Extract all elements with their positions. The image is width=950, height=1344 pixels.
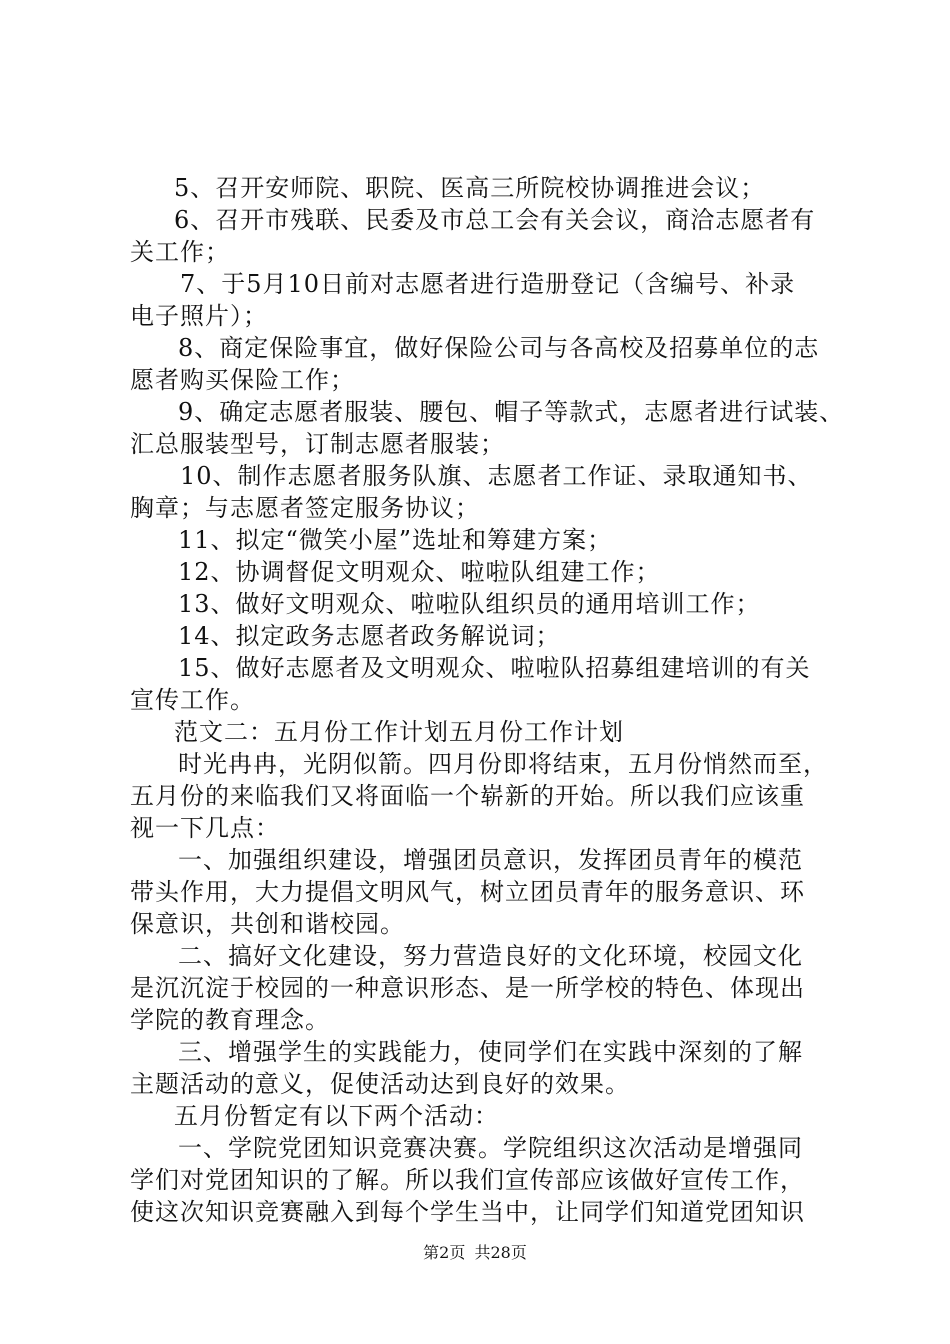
text-line: 电子照片）； bbox=[130, 302, 268, 330]
text-line: 是沉沉淀于校园的一种意识形态、是一所学校的特色、体现出 bbox=[130, 974, 805, 1002]
text-line: 使这次知识竞赛融入到每个学生当中，让同学们知道党团知识 bbox=[130, 1198, 805, 1226]
text-line: 14、拟定政务志愿者政务解说词； bbox=[178, 622, 561, 650]
text-line: 愿者购买保险工作； bbox=[130, 366, 355, 394]
text-line: 一、加强组织建设，增强团员意识，发挥团员青年的模范 bbox=[178, 846, 803, 874]
section-heading: 范文二：五月份工作计划五月份工作计划 bbox=[174, 718, 624, 746]
text-line: 6、召开市残联、民委及市总工会有关会议，商洽志愿者有 bbox=[174, 206, 816, 234]
text-line: 五月份的来临我们又将面临一个崭新的开始。所以我们应该重 bbox=[130, 782, 805, 810]
text-line: 学院的教育理念。 bbox=[130, 1006, 330, 1034]
text-line: 13、做好文明观众、啦啦队组织员的通用培训工作； bbox=[178, 590, 761, 618]
text-line: 一、学院党团知识竞赛决赛。学院组织这次活动是增强同 bbox=[178, 1134, 803, 1162]
text-line: 二、搞好文化建设，努力营造良好的文化环境，校园文化 bbox=[178, 942, 803, 970]
text-line: 带头作用，大力提倡文明风气，树立团员青年的服务意识、环 bbox=[130, 878, 805, 906]
text-line: 9、确定志愿者服装、腰包、帽子等款式，志愿者进行试装、 bbox=[178, 398, 845, 426]
text-line: 5、召开安师院、职院、医高三所院校协调推进会议； bbox=[174, 174, 766, 202]
page-total: 共28页 bbox=[474, 1243, 527, 1262]
text-line: 15、做好志愿者及文明观众、啦啦队招募组建培训的有关 bbox=[178, 654, 811, 682]
page-footer bbox=[0, 1243, 950, 1263]
text-line: 三、增强学生的实践能力，使同学们在实践中深刻的了解 bbox=[178, 1038, 803, 1066]
text-line: 视一下几点： bbox=[130, 814, 280, 842]
text-line: 汇总服装型号，订制志愿者服装； bbox=[130, 430, 505, 458]
text-line: 时光冉冉，光阴似箭。四月份即将结束，五月份悄然而至， bbox=[178, 750, 828, 778]
page-number: 第2页 bbox=[423, 1243, 466, 1262]
text-line: 五月份暂定有以下两个活动： bbox=[174, 1102, 499, 1130]
document-body bbox=[130, 172, 845, 1228]
text-line: 宣传工作。 bbox=[130, 686, 255, 714]
text-line: 学们对党团知识的了解。所以我们宣传部应该做好宣传工作， bbox=[130, 1166, 805, 1194]
text-line: 8、商定保险事宜，做好保险公司与各高校及招募单位的志 bbox=[178, 334, 820, 362]
text-line: 关工作； bbox=[130, 238, 230, 266]
text-line: 胸章；与志愿者签定服务协议； bbox=[130, 494, 480, 522]
text-line: 主题活动的意义，促使活动达到良好的效果。 bbox=[130, 1070, 630, 1098]
text-line: 保意识，共创和谐校园。 bbox=[130, 910, 405, 938]
text-line: 11、拟定“微笑小屋”选址和筹建方案； bbox=[178, 526, 613, 554]
text-line: 10、制作志愿者服务队旗、志愿者工作证、录取通知书、 bbox=[180, 462, 813, 490]
text-line: 12、协调督促文明观众、啦啦队组建工作； bbox=[178, 558, 661, 586]
text-line: 7、于5月10日前对志愿者进行造册登记（含编号、补录 bbox=[180, 270, 796, 298]
